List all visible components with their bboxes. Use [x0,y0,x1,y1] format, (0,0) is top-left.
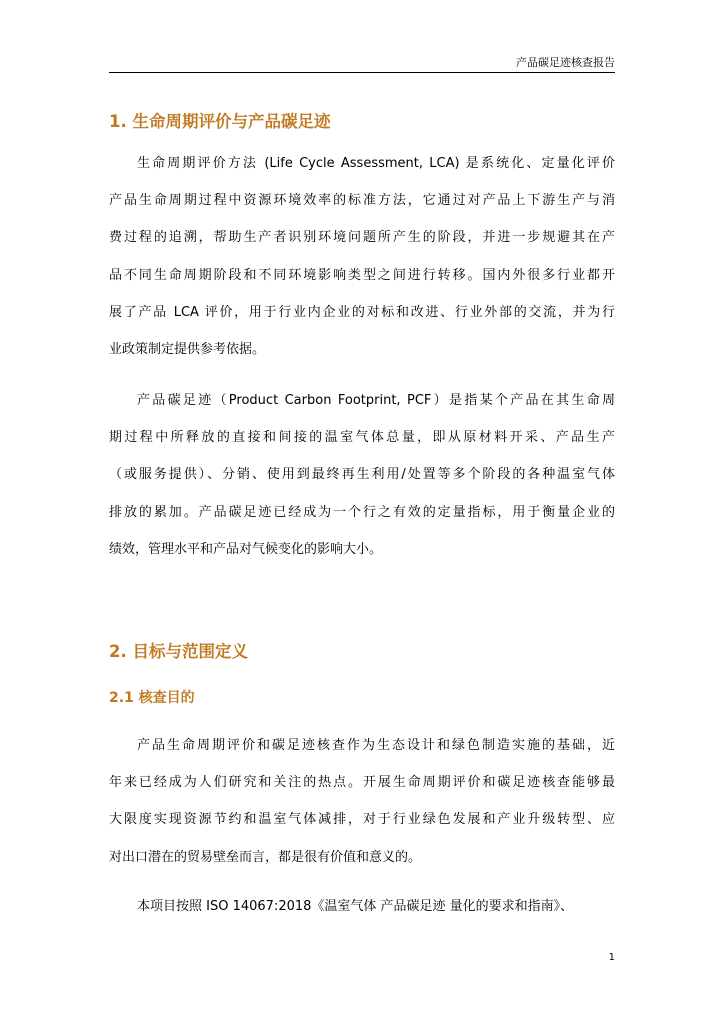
text-line: 业政策制定提供参考依据。 [109,341,266,357]
text-line: 本项目按照 ISO 14067:2018《温室气体 产品碳足迹 量化的要求和指南》、 [137,899,574,914]
text-line: 产品碳足迹（Product Carbon Footprint, PCF）是指某个产品在其生命周 [137,393,615,408]
text-line: 品不同生命周期阶段和不同环境影响类型之间进行转移。国内外很多行业都开 [109,267,615,283]
section-1-heading: 1. 生命周期评价与产品碳足迹 [109,112,331,131]
text-line: 绩效，管理水平和产品对气候变化的影响大小。 [109,541,383,557]
text-line: 展了产品 LCA 评价，用于行业内企业的对标和改进、行业外部的交流，并为行 [109,304,615,320]
text-line: 费过程的追溯，帮助生产者识别环境问题所产生的阶段，并进一步规避其在产 [109,230,615,246]
text-line: 产品生命周期过程中资源环境效率的标准方法，它通过对产品上下游生产与消 [109,193,615,209]
text-line: 期过程中所释放的直接和间接的温室气体总量，即从原材料开采、产品生产 [109,430,615,446]
section-1-paragraph-2 [109,382,615,568]
text-line: 大限度实现资源节约和温室气体减排，对于行业绿色发展和产业升级转型、应 [109,812,615,828]
page-number: 1 [608,952,615,963]
section-2-1-paragraph-1 [109,727,615,876]
section-1-paragraph-1 [109,145,615,368]
section-2-heading: 2. 目标与范围定义 [109,642,248,661]
section-2-1-paragraph-2 [109,888,615,925]
text-line: 排放的累加。产品碳足迹已经成为一个行之有效的定量指标，用于衡量企业的 [109,504,615,520]
text-line: 对出口潜在的贸易壁垒而言，都是很有价值和意义的。 [109,849,422,865]
text-line: （或服务提供）、分销、使用到最终再生利用/处置等多个阶段的各种温室气体 [109,467,615,483]
header-divider [109,72,615,73]
header-title: 产品碳足迹核查报告 [516,56,615,69]
text-line: 年来已经成为人们研究和关注的热点。开展生命周期评价和碳足迹核查能够最 [109,775,615,791]
text-line: 生命周期评价方法 (Life Cycle Assessment, LCA) 是系统化、定量化评价 [137,156,615,171]
section-2-1-heading: 2.1 核查目的 [109,690,195,706]
text-line: 产品生命周期评价和碳足迹核查作为生态设计和绿色制造实施的基础，近 [137,738,615,753]
